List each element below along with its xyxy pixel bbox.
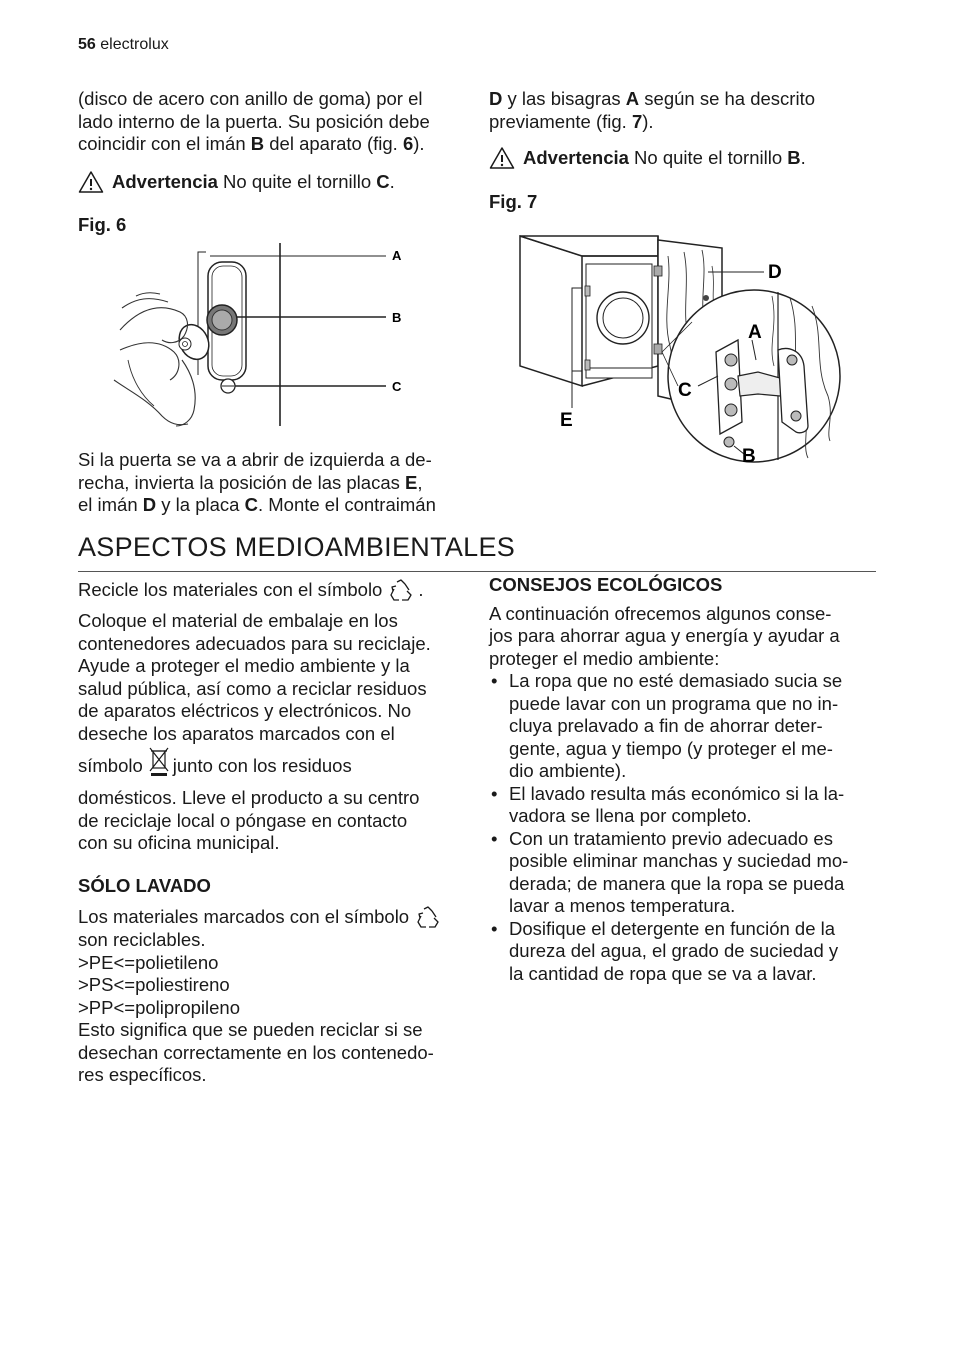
crossed-bin-icon [148, 747, 170, 777]
environment-left-column [78, 578, 473, 1087]
text-line: domésticos. Lleve el producto a su centro [78, 787, 420, 808]
subheading-consejos: CONSEJOS ECOLÓGICOS [489, 574, 723, 595]
figure-6-label: Fig. 6 [78, 214, 127, 235]
warning-icon [78, 170, 104, 194]
callout-c-label: C [392, 379, 402, 394]
text-line: (disco de acero con anillo de goma) por el [78, 88, 423, 109]
figure-6-illustration [108, 240, 418, 430]
packaging-paragraph [78, 610, 473, 855]
list-item: • La ropa que no esté demasiado sucia se puede lavar con un programa que no in- cluya prelavado a fin de ahorrar deter- gente, agua y tiempo (y proteger el me- dio ambiente). [489, 670, 884, 783]
intro-paragraph-left [78, 88, 468, 156]
warning-note-right: Advertencia No quite el tornillo B. [489, 146, 806, 170]
text-line: res específicos. [78, 1064, 207, 1085]
text-line: lado interno de la puerta. Su posición debe [78, 110, 430, 132]
list-item: • Con un tratamiento previo adecuado es posible eliminar manchas y suciedad mo- derada; de manera que la ropa se pueda lavar a menos temperatura. [489, 828, 884, 918]
list-item: • Dosifique el detergente en función de la dureza del agua, el grado de suciedad y la cantidad de ropa que se va a lavar. [489, 918, 884, 986]
text-line: proteger el medio ambiente: [489, 647, 720, 669]
intro-paragraph-right [489, 88, 879, 133]
text-line: >PS<=poliestireno [78, 974, 230, 995]
subheading-solo-lavado: SÓLO LAVADO [78, 874, 211, 896]
list-item: • El lavado resulta más económico si la la- vadora se llena por completo. [489, 783, 884, 828]
page-number: 56 [78, 36, 96, 53]
environment-right-column [489, 574, 884, 985]
text-line: son reciclables. [78, 929, 206, 950]
figure-7-label: Fig. 7 [489, 191, 538, 212]
recycle-icon [415, 905, 441, 929]
text-line: Si la puerta se va a abrir de izquierda a de- [78, 449, 432, 470]
text-line: recha, invierta la posición de las placas E, [78, 471, 423, 493]
text-line: desechan correctamente en los contenedo- [78, 1041, 434, 1063]
text-line: deseche los aparatos marcados con el [78, 722, 395, 744]
text-line: jos para ahorrar agua y energía y ayudar a [489, 625, 840, 646]
text-line: de reciclaje local o póngase en contacto [78, 809, 408, 831]
text-line: con su oficina municipal. [78, 832, 280, 853]
section-divider [78, 571, 876, 572]
tips-intro [489, 603, 884, 671]
text-line: Ayude a proteger el medio ambiente y la [78, 655, 410, 676]
recycle-line: Recicle los materiales con el símbolo . [78, 578, 473, 602]
text-line: >PE<=polietileno [78, 951, 219, 973]
warning-note-left: Advertencia No quite el tornillo C. [78, 170, 395, 194]
section-title: ASPECTOS MEDIOAMBIENTALES [78, 532, 516, 562]
page-header [78, 36, 169, 54]
text-line: el imán D y la placa C. Monte el contraimán [78, 494, 436, 515]
figure-7-illustration [512, 226, 852, 476]
callout-c-label: C [678, 380, 692, 401]
door-reverse-paragraph [78, 449, 478, 517]
callout-b-label: B [392, 310, 402, 325]
text-line: previamente (fig. 7). [489, 110, 654, 132]
text-line: D y las bisagras A según se ha descrito [489, 88, 815, 109]
text-line: de aparatos eléctricos y electrónicos. No [78, 700, 412, 721]
warning-label: Advertencia [523, 147, 629, 168]
materials-line: Los materiales marcados con el símbolo [78, 905, 473, 929]
text-line: Coloque el material de embalaje en los [78, 610, 398, 631]
callout-a-label: A [748, 322, 762, 343]
callout-b-label: B [742, 446, 756, 467]
callout-d-label: D [768, 262, 782, 283]
text-line: contenedores adecuados para su reciclaje. [78, 632, 431, 654]
warning-label: Advertencia [112, 171, 218, 192]
recycle-icon [388, 578, 414, 602]
callout-a-label: A [392, 248, 402, 263]
callout-e-label: E [560, 410, 573, 431]
warning-icon [489, 146, 515, 170]
text-line: salud pública, así como a reciclar residuos [78, 677, 427, 699]
text-line: coincidir con el imán B del aparato (fig. 6). [78, 133, 425, 154]
text-line: Esto significa que se pueden reciclar si se [78, 1019, 423, 1040]
brand-name: electrolux [100, 36, 169, 53]
weee-line: símbolo junto con los residuos [78, 745, 473, 777]
text-line: >PP<=polipropileno [78, 996, 241, 1018]
text-line: A continuación ofrecemos algunos conse- [489, 602, 832, 624]
tips-list [489, 670, 884, 985]
